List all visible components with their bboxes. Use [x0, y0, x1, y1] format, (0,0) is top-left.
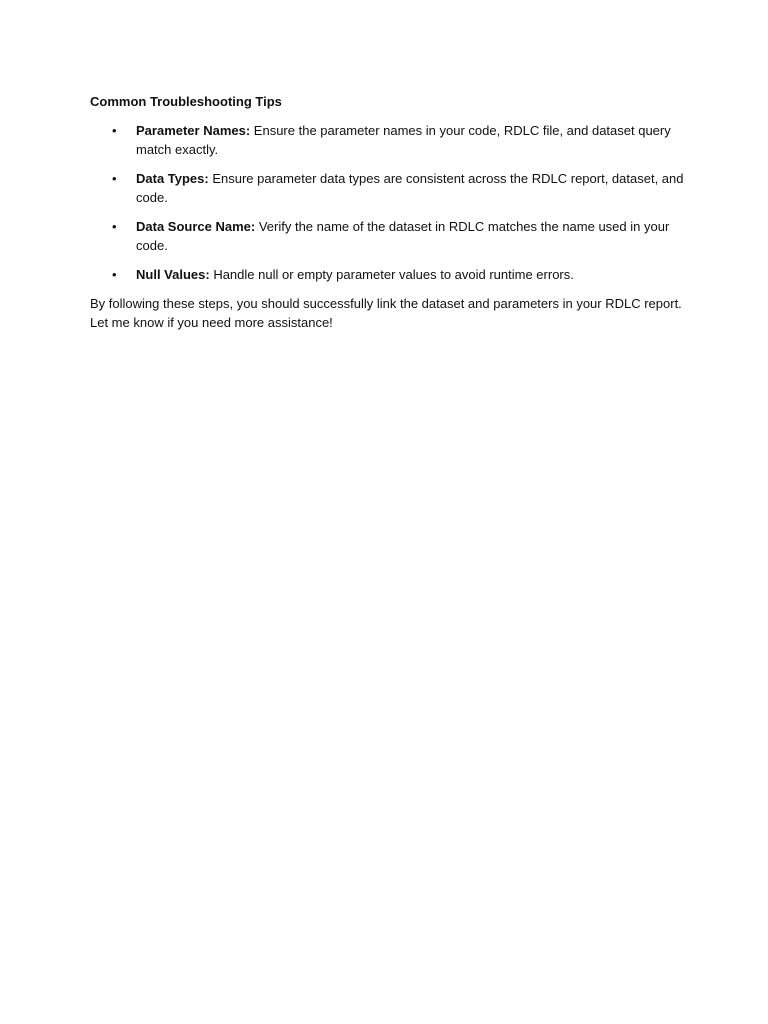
tip-text: Ensure the parameter names in your code, RDLC file, and dataset query match exactly.: [136, 123, 671, 157]
tip-term: Null Values:: [136, 267, 210, 282]
tip-term: Data Types:: [136, 171, 209, 186]
list-item: [90, 265, 690, 284]
tips-list: [90, 121, 690, 284]
tip-text: Verify the name of the dataset in RDLC matches the name used in your code.: [136, 219, 670, 253]
bullet-icon: •: [112, 219, 117, 234]
bullet-icon: •: [112, 267, 117, 282]
list-item: [90, 169, 690, 207]
bullet-icon: •: [112, 123, 117, 138]
tip-term: Data Source Name:: [136, 219, 256, 234]
tip-term: Parameter Names:: [136, 123, 251, 138]
tip-text: Handle null or empty parameter values to avoid runtime errors.: [209, 267, 574, 282]
list-item: [90, 121, 690, 159]
document-content: [90, 92, 690, 332]
section-heading: Common Troubleshooting Tips: [90, 94, 282, 109]
list-item: [90, 217, 690, 255]
tip-text: Ensure parameter data types are consistent across the RDLC report, dataset, and code.: [136, 171, 684, 205]
closing-paragraph: By following these steps, you should successfully link the dataset and parameters in your RDLC report. Let me know if you need more assistance!: [90, 296, 682, 330]
bullet-icon: •: [112, 171, 117, 186]
